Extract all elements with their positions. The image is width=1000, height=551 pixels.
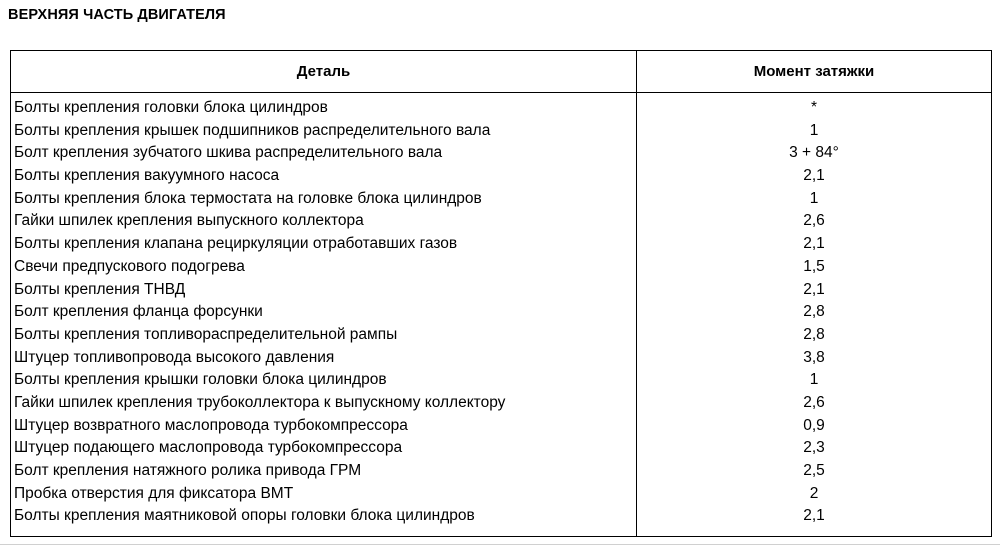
part-cell: Болты крепления крышки головки блока цилиндров [14, 371, 387, 389]
torque-cell: * [810, 99, 818, 116]
part-cell: Пробка отверстия для фиксатора ВМТ [14, 484, 294, 502]
table-row [11, 188, 991, 211]
table-row [11, 210, 991, 233]
torque-cell: 2,5 [803, 462, 825, 479]
table-row [11, 142, 991, 165]
table-row [11, 301, 991, 324]
table-row [11, 347, 991, 370]
torque-cell: 2,1 [803, 167, 825, 185]
table-row [11, 505, 991, 528]
part-cell: Штуцер возвратного маслопровода турбокомпрессора [14, 416, 408, 434]
part-cell: Болт крепления зубчатого шкива распределительного вала [14, 144, 443, 162]
part-cell: Свечи предпускового подогрева [14, 257, 245, 275]
torque-cell: 1,5 [803, 257, 825, 275]
part-cell: Гайки шпилек крепления выпускного коллектора [14, 212, 364, 230]
table-row [11, 279, 991, 302]
torque-cell: 0,9 [803, 416, 825, 434]
torque-cell: 2,8 [803, 325, 825, 343]
part-cell: Болты крепления топливораспределительной рампы [14, 325, 398, 343]
torque-cell: 2,3 [803, 439, 825, 457]
table-row [11, 392, 991, 415]
part-cell: Болты крепления маятниковой опоры головки блока цилиндров [14, 507, 475, 525]
part-cell: Штуцер подающего маслопровода турбокомпрессора [14, 439, 403, 457]
part-cell: Болты крепления клапана рециркуляции отработавших газов [14, 235, 458, 253]
table-row [11, 437, 991, 460]
torque-cell: 1 [809, 121, 819, 139]
torque-cell: 2,1 [803, 280, 825, 298]
table-row [11, 97, 991, 120]
table-row [11, 460, 991, 483]
table-header-row [11, 51, 991, 93]
torque-cell: 3,8 [803, 348, 825, 366]
table-row [11, 369, 991, 392]
torque-cell: 1 [809, 371, 819, 389]
torque-cell: 2 [809, 484, 819, 502]
part-cell: Болт крепления фланца форсунки [14, 303, 263, 321]
torque-table [10, 50, 992, 537]
section-title: ВЕРХНЯЯ ЧАСТЬ ДВИГАТЕЛЯ [8, 7, 226, 23]
part-cell: Болты крепления крышек подшипников распределительного вала [14, 121, 491, 139]
torque-cell: 2,8 [803, 303, 825, 321]
header-torque: Момент затяжки [753, 63, 875, 80]
torque-cell: 2,1 [803, 507, 825, 525]
part-cell: Штуцер топливопровода высокого давления [14, 348, 335, 366]
torque-cell: 2,6 [803, 393, 825, 411]
table-row [11, 120, 991, 143]
torque-cell: 2,6 [803, 212, 825, 230]
part-cell: Болты крепления ТНВД [14, 280, 186, 298]
part-cell: Болты крепления вакуумного насоса [14, 167, 280, 185]
table-row [11, 165, 991, 188]
header-part: Деталь [296, 63, 351, 80]
bottom-rule [0, 544, 1000, 545]
table-row [11, 415, 991, 438]
torque-cell: 1 [809, 189, 819, 207]
table-row [11, 483, 991, 506]
table-body [11, 97, 991, 528]
part-cell: Гайки шпилек крепления трубоколлектора к выпускному коллектору [14, 393, 506, 411]
torque-cell: 2,1 [803, 235, 825, 253]
table-row [11, 256, 991, 279]
part-cell: Болты крепления блока термостата на головке блока цилиндров [14, 189, 482, 207]
part-cell: Болты крепления головки блока цилиндров [14, 99, 328, 116]
torque-cell: 3 + 84° [789, 144, 839, 162]
table-row [11, 324, 991, 347]
part-cell: Болт крепления натяжного ролика привода ГРМ [14, 462, 362, 479]
table-row [11, 233, 991, 256]
